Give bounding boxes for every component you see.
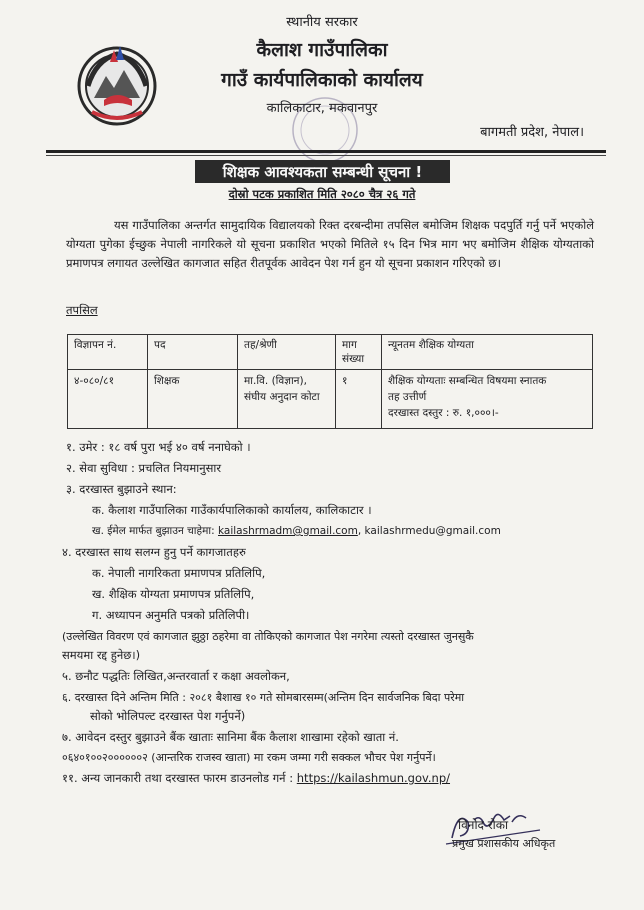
header-divider	[46, 150, 606, 153]
list-item-selection: ५. छनौट पद्धतिः लिखित,अन्तरवार्ता र कक्षा अवलोकन,	[62, 669, 290, 683]
column-header: तह/श्रेणी	[238, 335, 336, 370]
header-divider-thin	[46, 155, 606, 156]
column-header: न्यूनतम शैक्षिक योग्यता	[382, 335, 593, 370]
column-header: पद	[148, 335, 238, 370]
list-item-docs-citizenship: क. नेपाली नागरिकता प्रमाणपत्र प्रतिलिपि,	[92, 566, 266, 580]
column-header: विज्ञापन नं.	[68, 335, 148, 370]
municipality-name: कैलाश गाउँपालिका	[256, 39, 388, 61]
table-row	[68, 370, 593, 429]
notice-subtitle: दोस्रो पटक प्रकाशित मिति २०८० चैत्र २६ गते	[228, 187, 416, 201]
list-item-submit-place: ३. दरखास्त बुझाउने स्थान:	[66, 482, 177, 496]
website-link[interactable]: https://kailashmun.gov.np/	[296, 771, 451, 785]
list-item-more-info: ११. अन्य जानकारी तथा दरखास्त फारम डाउनलोड गर्न : https://kailashmun.gov.np/	[62, 771, 451, 785]
warning-line-2: समयमा रद्द हुनेछ।)	[62, 648, 141, 662]
qualification-cell: शैक्षिक योग्यताः सम्बन्धित विषयमा स्नातक तह उत्तीर्ण दरखास्त दस्तुर : रु. १,०००।-	[382, 370, 593, 429]
list-item-deadline: ६. दरखास्त दिने अन्तिम मिति : २०८१ बैशाख १० गते सोमबारसम्म(अन्तिम दिन सार्वजनिक बिदा परेमा	[62, 691, 465, 704]
list-item-bank: ७. आवेदन दस्तुर बुझाउने बैंक खाताः सानिमा बैंक कैलाश शाखामा रहेको खाता नं.	[62, 730, 399, 744]
level-cell: मा.वि. (विज्ञान), संघीय अनुदान कोटा	[238, 370, 336, 429]
email-link-admin[interactable]: kailashrmadm@gmail.com	[218, 525, 358, 537]
signatory-designation: प्रमुख प्रशासकीय अधिकृत	[452, 837, 556, 850]
office-name: गाउँ कार्यपालिकाको कार्यालय	[221, 69, 423, 91]
list-item-submit-email: ख. ईमेल मार्फत बुझाउन चाहेमा: kailashrmadm@gmail.com, kailashrmedu@gmail.com	[92, 525, 501, 537]
list-item-docs: ४. दरखास्त साथ सलग्न हुनु पर्ने कागजातहरु	[62, 545, 246, 559]
list-item-submit-office: क. कैलाश गाउँपालिका गाउँकार्यपालिकाको कार्यालय, कालिकाटार ।	[92, 503, 372, 517]
notice-title: शिक्षक आवश्यकता सम्बन्धी सूचना !	[195, 160, 450, 183]
notice-body: यस गाउँपालिका अन्तर्गत सामुदायिक विद्यालयको रिक्त दरबन्दीमा तपसिल बमोजिम शिक्षक पदपुर्ति गर्नु पर्ने भएकोले योग्यता पुगेका ईच्छुक नेपाली नागरिकले यो सूचना प्रकाशित भएको मितिले १५ दिन भित्र माग भए बमोजिम शैक्षिक योग्यताको प्रमाणपत्र लगायत उल्लेखित कागजात सहित रीतपूर्वक आवेदन पेश गर्न हुन यो सूचना प्रकाशन गरिएको छ।	[66, 218, 594, 270]
ad-number-cell: ४-०८०/८१	[68, 370, 148, 429]
table-header-row	[68, 335, 593, 370]
signatory-name: विनोद रोका	[458, 818, 509, 832]
warning-line: (उल्लेखित विवरण एवं कागजात झुठ्ठा ठहरेमा वा तोकिएको कागजात पेश नगरेमा त्यस्तो दरखास्त जुनसुकै	[62, 630, 474, 643]
province-label: बागमती प्रदेश, नेपाल।	[480, 125, 584, 140]
vacancy-table	[67, 334, 593, 429]
list-item-service: २. सेवा सुविधा : प्रचलित नियमानुसार	[66, 461, 222, 475]
count-cell: १	[336, 370, 382, 429]
list-item-docs-license: ग. अध्यापन अनुमति पत्रको प्रतिलिपी।	[92, 608, 250, 622]
post-cell: शिक्षक	[148, 370, 238, 429]
list-item-docs-education: ख. शैक्षिक योग्यता प्रमाणपत्र प्रतिलिपि,	[92, 587, 255, 601]
government-label: स्थानीय सरकार	[286, 15, 358, 30]
column-header: माग संख्या	[336, 335, 382, 370]
list-item-bank-2: ०६४०१००२००००००२ (आन्तरिक राजस्व खाता) मा रकम जम्मा गरी सक्कल भौचर पेश गर्नुपर्ने।	[62, 751, 436, 764]
tapasil-heading: तपसिल	[66, 303, 98, 317]
list-item-age: १. उमेर : १८ वर्ष पुरा भई ४० वर्ष ननाघेको ।	[66, 440, 251, 454]
office-address: कालिकाटार, मकवानपुर	[266, 101, 378, 116]
list-item-deadline-2: सोको भोलिपल्ट दरखास्त पेश गर्नुपर्ने)	[90, 709, 246, 723]
email-link-edu[interactable]: kailashrmedu@gmail.com	[364, 525, 501, 537]
